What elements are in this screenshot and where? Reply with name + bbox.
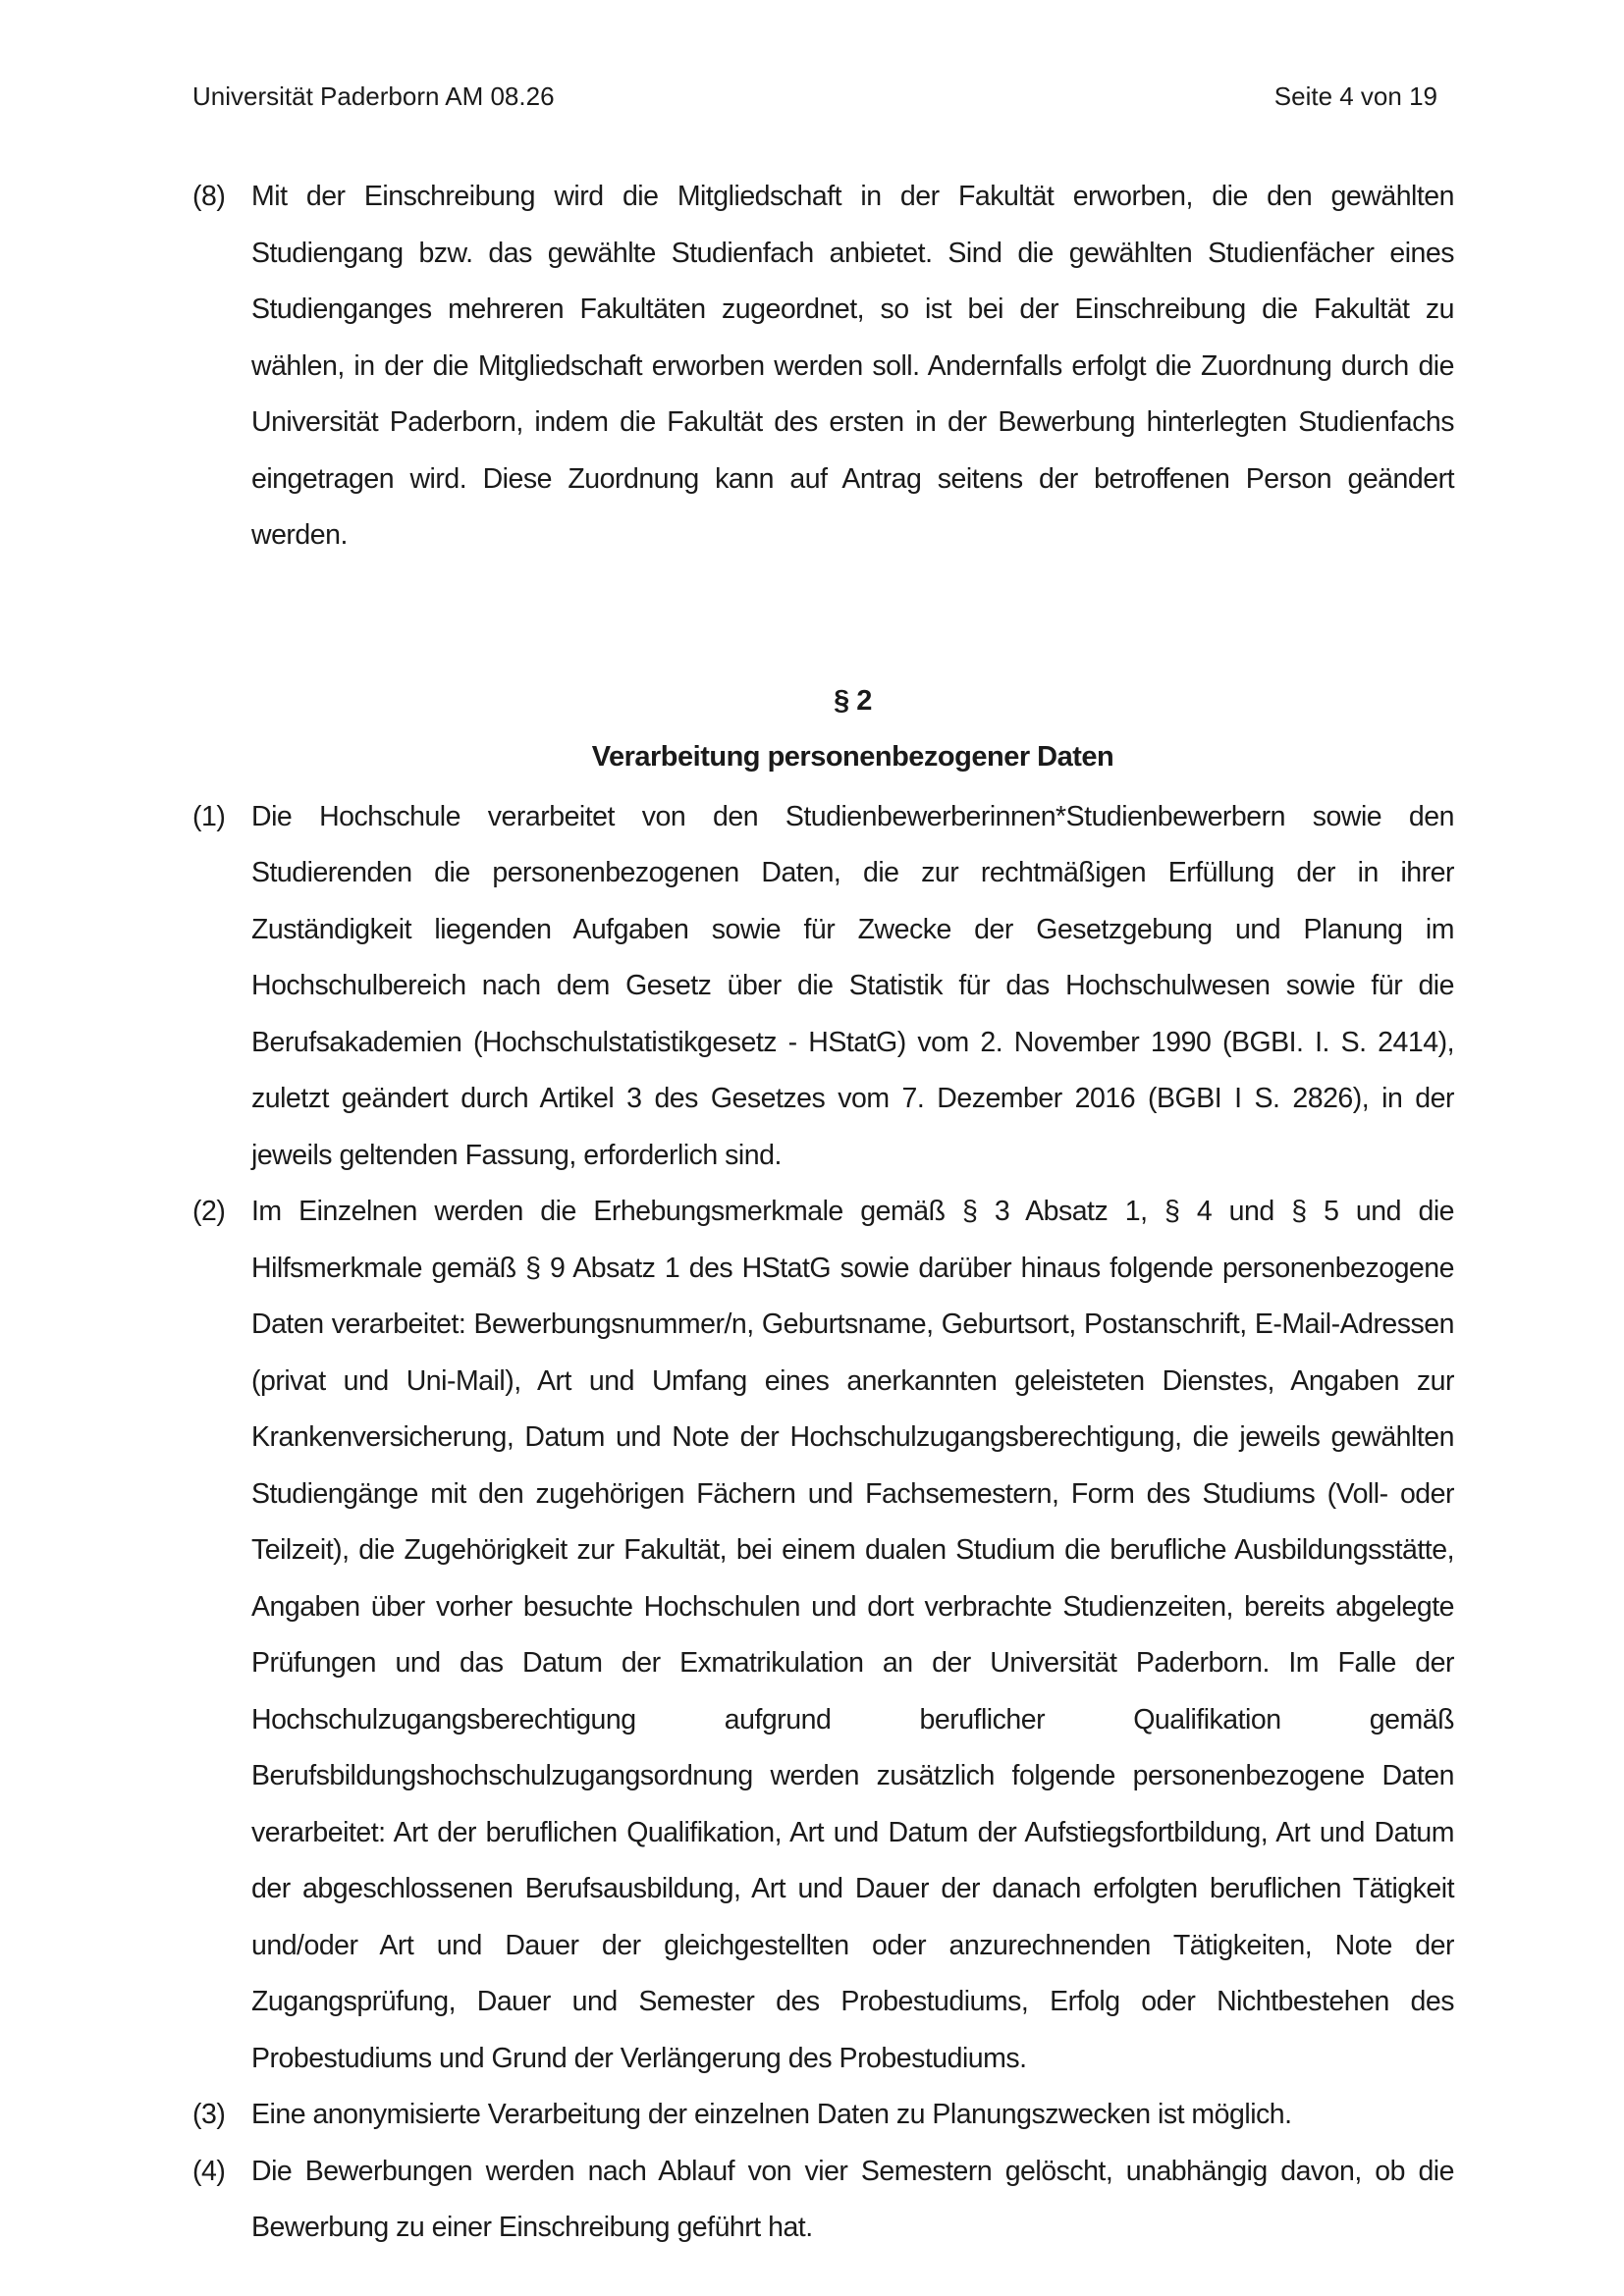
paragraph-text: Mit der Einschreibung wird die Mitgliedschaft in der Fakultät erworben, die den gewählten Studiengang bzw. das gewählte Studienfach anbietet. Sind die gewählten Studienfächer eines Studienganges mehreren Fakultäten zugeordnet, so ist bei der Einschreibung die Fakultät zu wählen, in der die Mitgliedschaft erworben werden soll. Andernfalls erfolgt die Zuordnung durch die Universität Paderborn, indem die Fakultät des ersten in der Bewerbung hinterlegten Studienfachs eingetragen wird. Diese Zuordnung kann auf Antrag seitens der betroffenen Person geändert werden.: [251, 181, 1454, 551]
paragraph-text: Im Einzelnen werden die Erhebungsmerkmale gemäß § 3 Absatz 1, § 4 und § 5 und die Hilfsmerkmale gemäß § 9 Absatz 1 des HStatG sowie darüber hinaus folgende personenbezogene Daten verarbeitet: Bewerbungsnummer/n, Geburtsname, Geburtsort, Postanschrift, E-Mail-Adressen (privat und Uni-Mail), Art und Umfang eines anerkannten geleisteten Dienstes, Angaben zur Krankenversicherung, Datum und Note der Hochschulzugangsberechtigung, die jeweils gewählten Studiengänge mit den zugehörigen Fächern und Fachsemestern, Form des Studiums (Voll- oder Teilzeit), die Zugehörigkeit zur Fakultät, bei einem dualen Studium die berufliche Ausbildungsstätte, Angaben über vorher besuchte Hochschulen und dort verbrachte Studienzeiten, bereits abgelegte Prüfungen und das Datum der Exmatrikulation an der Universität Paderborn. Im Falle der Hochschulzugangsberechtigung aufgrund beruflicher Qualifikation gemäß Berufsbildungshochschulzugangsordnung werden zusätzlich folgende personenbezogene Daten verarbeitet: Art der beruflichen Qualifikation, Art und Datum der Aufstiegsfortbildung, Art und Datum der abgeschlossenen Berufsausbildung, Art und Dauer der danach erfolgten beruflichen Tätigkeit und/oder Art und Dauer der gleichgestellten oder anzurechnenden Tätigkeiten, Note der Zugangsprüfung, Dauer und Semester des Probestudiums, Erfolg oder Nichtbestehen des Probestudiums und Grund der Verlängerung des Probestudiums.: [251, 1196, 1454, 2074]
section-number: § 2: [834, 684, 872, 717]
paragraph-number: (8): [192, 181, 226, 212]
paragraph-text: Eine anonymisierte Verarbeitung der einzelnen Daten zu Planungszwecken ist möglich.: [251, 2099, 1292, 2130]
paragraph-8: [192, 169, 1454, 564]
section-title: Verarbeitung personenbezogener Daten: [591, 741, 1114, 773]
document-reference: Universität Paderborn AM 08.26: [192, 81, 555, 111]
paragraph-number: (1): [192, 800, 226, 832]
page-number: Seite 4 von 19: [1273, 81, 1437, 111]
paragraph-text: Die Bewerbungen werden nach Ablauf von vier Semestern gelöscht, unabhängig davon, ob die Bewerbung zu einer Einschreibung geführt hat.: [251, 2155, 1454, 2243]
paragraph-text: Die Hochschule verarbeitet von den Studienbewerberinnen*Studienbewerbern sowie den Studierenden die personenbezogenen Daten, die zur rechtmäßigen Erfüllung der in ihrer Zuständigkeit liegenden Aufgaben sowie für Zwecke der Gesetzgebung und Planung im Hochschulbereich nach dem Gesetz über die Statistik für das Hochschulwesen sowie für die Berufsakademien (Hochschulstatistikgesetz - HStatG) vom 2. November 1990 (BGBI. I. S. 2414), zuletzt geändert durch Artikel 3 des Gesetzes vom 7. Dezember 2016 (BGBI I S. 2826), in der jeweils geltenden Fassung, erforderlich sind.: [251, 800, 1454, 1171]
paragraph-3: [192, 2087, 1454, 2144]
paragraph-4: [192, 2144, 1454, 2257]
page-header: [192, 79, 1437, 114]
paragraph-2: [192, 1184, 1454, 2087]
paragraph-number: (4): [192, 2155, 226, 2187]
paragraph-number: (3): [192, 2099, 226, 2130]
paragraph-number: (2): [192, 1196, 226, 1227]
document-body: [192, 169, 1454, 2257]
paragraph-1: [192, 789, 1454, 1185]
